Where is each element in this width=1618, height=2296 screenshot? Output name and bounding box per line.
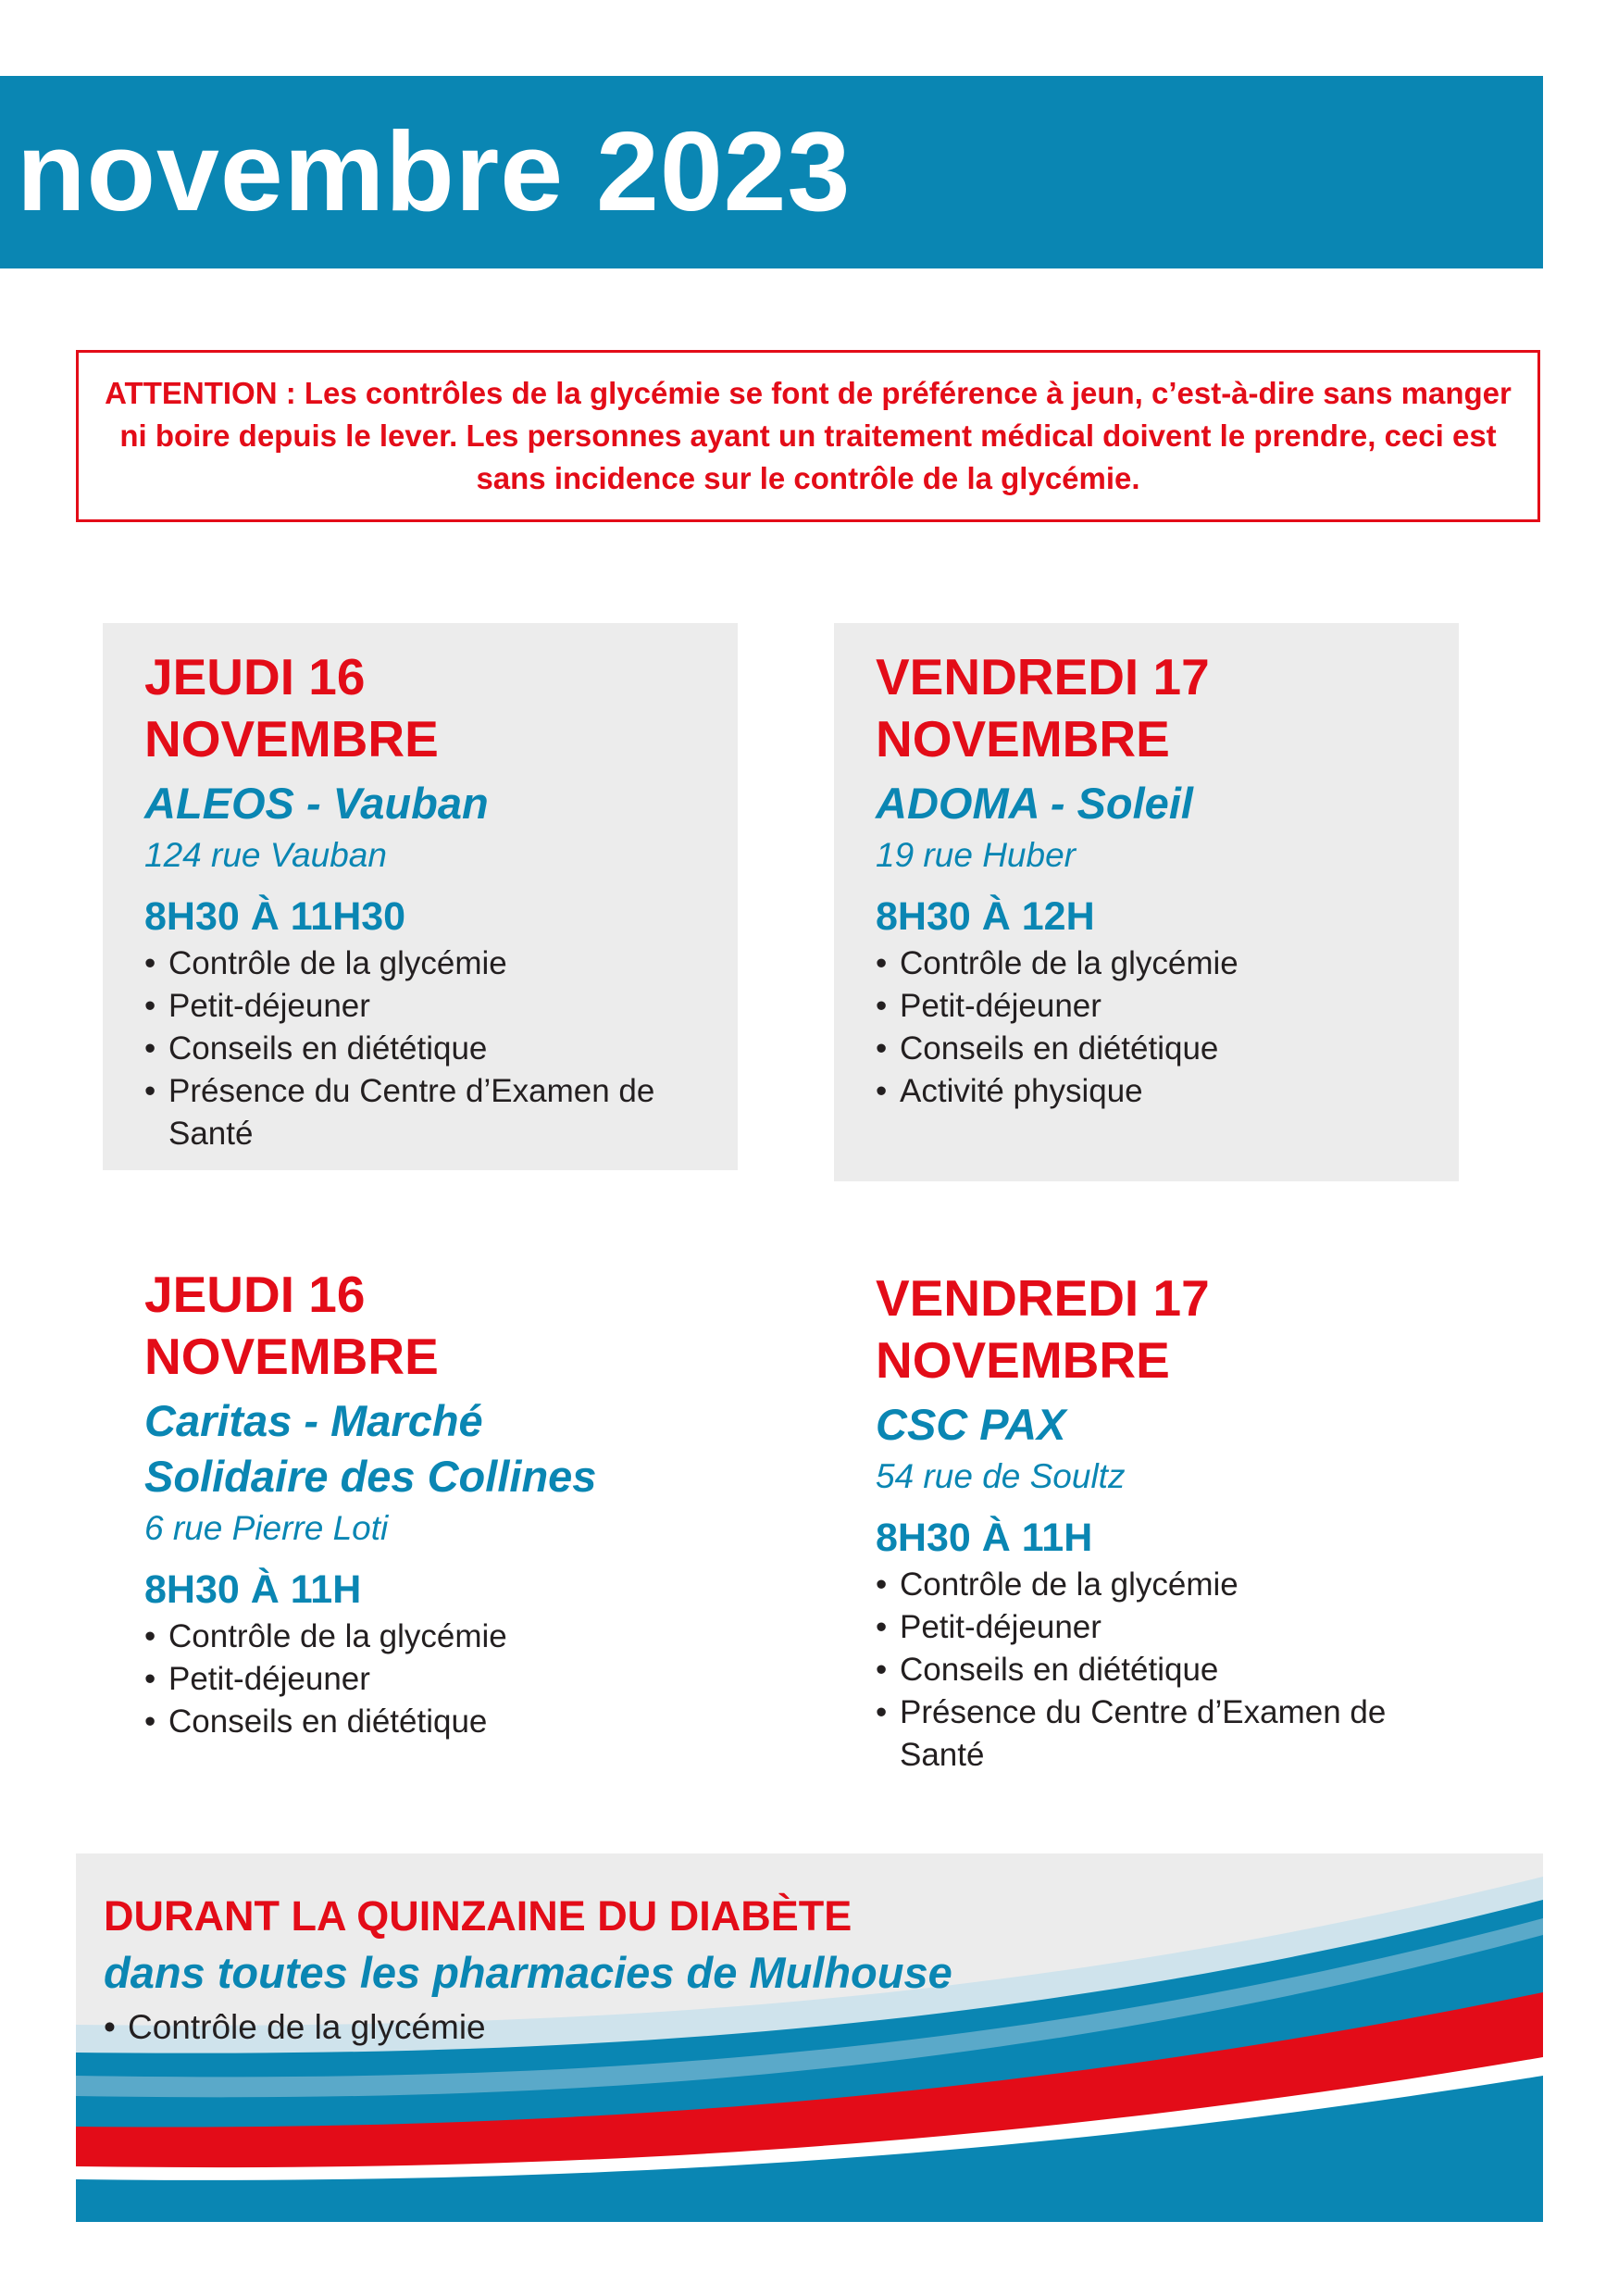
activity-list	[104, 2002, 952, 2053]
list-item: • Petit-déjeuner	[876, 985, 1440, 1028]
event-day: VENDREDI 17 NOVEMBRE	[876, 1269, 1210, 1389]
event-hours: 8H30 À 12H	[876, 894, 1095, 939]
event-card	[834, 623, 1459, 1181]
header-band	[0, 76, 1543, 268]
activity-list	[876, 942, 1440, 1113]
list-item: • Contrôle de la glycémie	[104, 2002, 952, 2053]
list-item: • Présence du Centre d’Examen de Santé	[876, 1691, 1400, 1777]
list-item: • Conseils en diététique	[144, 1028, 719, 1070]
event-day: JEUDI 16 NOVEMBRE	[144, 1266, 439, 1385]
event-address: 6 rue Pierre Loti	[144, 1509, 389, 1547]
list-item: • Conseils en diététique	[876, 1028, 1440, 1070]
activity-list	[876, 1564, 1440, 1777]
list-item: • Petit-déjeuner	[144, 1658, 719, 1701]
event-hours: 8H30 À 11H	[144, 1567, 362, 1612]
event-hours: 8H30 À 11H30	[144, 894, 406, 939]
page-title: novembre 2023	[17, 108, 852, 234]
footer-heading: DURANT LA QUINZAINE DU DIABÈTE	[104, 1892, 853, 1940]
list-item: • Contrôle de la glycémie	[144, 942, 719, 985]
attention-notice	[76, 350, 1540, 522]
list-item: • Contrôle de la glycémie	[144, 1616, 719, 1658]
event-place: ADOMA - Soleil	[876, 779, 1193, 828]
event-address: 54 rue de Soultz	[876, 1457, 1126, 1495]
list-item: • Conseils en diététique	[144, 1701, 719, 1743]
footer-banner	[76, 1853, 1543, 2222]
event-address: 124 rue Vauban	[144, 836, 387, 874]
list-item: • Contrôle de la glycémie	[876, 1564, 1440, 1606]
list-item: • Activité physique	[876, 1070, 1440, 1113]
event-day: JEUDI 16 NOVEMBRE	[144, 648, 439, 767]
event-place: CSC PAX	[876, 1400, 1066, 1449]
footer-subheading: dans toutes les pharmacies de Mulhouse	[104, 1948, 952, 1997]
event-place: ALEOS - Vauban	[144, 779, 489, 828]
list-item: • Présence du Centre d’Examen de Santé	[144, 1070, 668, 1155]
event-card	[834, 1244, 1459, 1781]
attention-text: ATTENTION : Les contrôles de la glycémie se font de préférence à jeun, c’est-à-dire sans manger ni boire depuis le lever. Les personnes ayant un traitement médical doivent le prendre, ceci est sans incidence sur le contrôle de la glycémie.	[105, 376, 1512, 495]
list-item: • Contrôle de la glycémie	[876, 942, 1440, 985]
event-address: 19 rue Huber	[876, 836, 1076, 874]
activity-list	[144, 1616, 719, 1743]
event-hours: 8H30 À 11H	[876, 1516, 1093, 1560]
list-item: • Conseils en diététique	[876, 1649, 1440, 1691]
event-card	[103, 623, 738, 1170]
event-day: VENDREDI 17 NOVEMBRE	[876, 648, 1210, 767]
list-item: • Petit-déjeuner	[876, 1606, 1440, 1649]
list-item: • Petit-déjeuner	[144, 985, 719, 1028]
activity-list	[144, 942, 719, 1155]
event-card	[103, 1241, 738, 1759]
event-place: Caritas - Marché Solidaire des Collines	[144, 1396, 597, 1501]
